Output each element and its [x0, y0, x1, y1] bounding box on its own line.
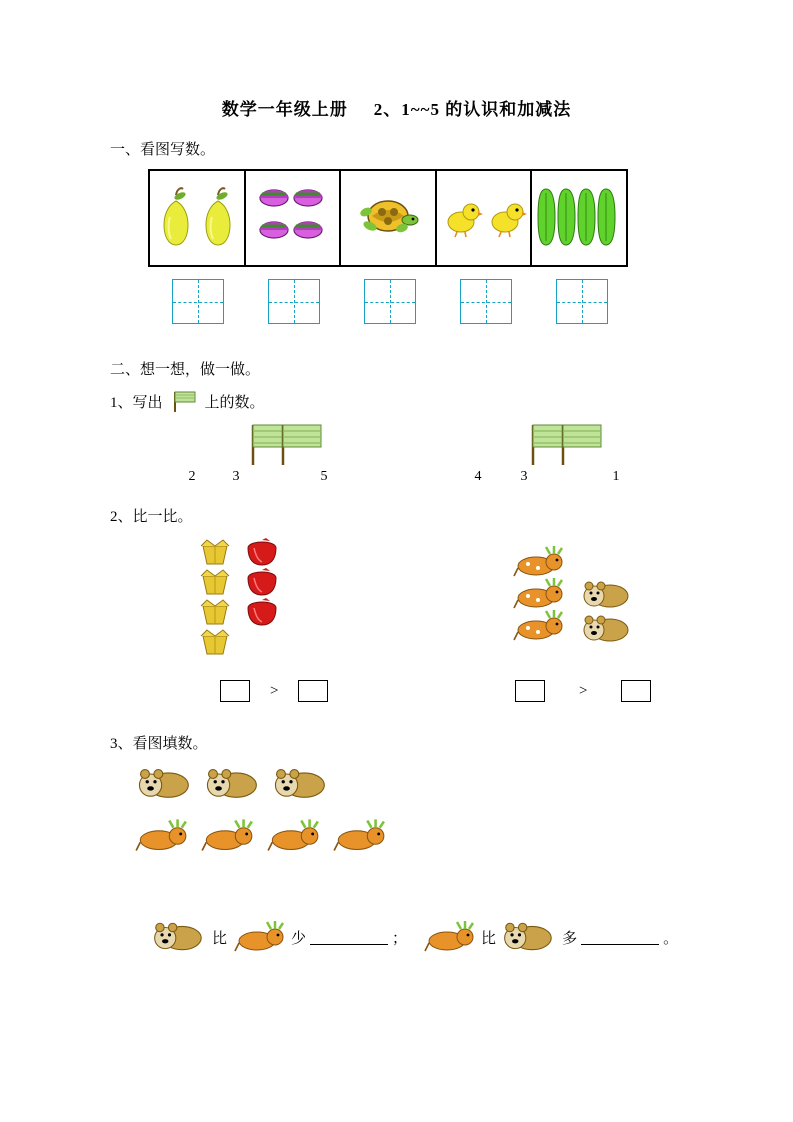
- picture-cell-chicks: [437, 171, 533, 265]
- bear-column: [580, 578, 634, 646]
- answer-box[interactable]: [220, 680, 250, 702]
- bear-icon: [203, 765, 263, 803]
- number-line-left: [170, 469, 346, 485]
- question-1-label: 1、写出: [110, 394, 163, 411]
- deer-icon: [231, 920, 287, 954]
- compare-answer-left: [220, 680, 328, 702]
- pear-icon: [156, 187, 196, 249]
- greater-than-symbol: >: [579, 682, 588, 699]
- flag-icon: [275, 423, 327, 467]
- yellow-flower-icon: [195, 628, 235, 658]
- title-sub: 2、1~~5 的认识和加减法: [373, 100, 572, 119]
- period: 。: [663, 930, 679, 947]
- chick-icon: [485, 198, 527, 238]
- more-word: 多: [562, 930, 578, 947]
- question-3-label: 3、看图填数。: [110, 736, 208, 752]
- greater-than-symbol: >: [270, 682, 279, 699]
- picture-cell-pea-pods: [532, 171, 626, 265]
- compare-answer-right: [515, 680, 651, 702]
- number-line-right: [455, 469, 639, 485]
- red-flower-icon: [240, 598, 284, 628]
- flag-icon: [555, 423, 607, 467]
- answer-box[interactable]: [515, 680, 545, 702]
- turtle-icon: [352, 190, 424, 246]
- eggplant-group-icon: [252, 182, 332, 254]
- deer-icon: [132, 819, 190, 853]
- question-1-label-tail: 上的数。: [204, 394, 265, 411]
- bear-icon: [135, 765, 195, 803]
- chick-icon: [441, 198, 483, 238]
- pea-pod-group-icon: [536, 183, 622, 253]
- compare-word-1: 比: [212, 930, 228, 947]
- deer-icon: [510, 578, 566, 610]
- picture-row: [148, 169, 628, 267]
- answer-grid-row: [150, 279, 630, 324]
- number-option[interactable]: 1: [612, 469, 620, 484]
- less-word: 少: [291, 930, 307, 947]
- question-3-body: [110, 759, 683, 979]
- question-2-heading: [110, 505, 683, 526]
- answer-box[interactable]: [298, 680, 328, 702]
- picture-cell-eggplants: [246, 171, 342, 265]
- answer-box[interactable]: [621, 680, 651, 702]
- answer-grid-cell[interactable]: [172, 279, 224, 324]
- separator: ；: [392, 930, 408, 947]
- flag-group-right: [525, 423, 607, 467]
- section-1-heading: 一、看图写数。: [110, 142, 216, 158]
- deer-icon: [510, 546, 566, 578]
- bear-icon: [580, 612, 634, 646]
- deer-icon: [198, 819, 256, 853]
- fill-in-sentence: [150, 919, 678, 955]
- answer-grid-cell[interactable]: [460, 279, 512, 324]
- answer-grid-cell[interactable]: [268, 279, 320, 324]
- bear-icon: [271, 765, 331, 803]
- yellow-flower-icon: [195, 568, 235, 598]
- compare-word-2: 比: [481, 930, 497, 947]
- number-option[interactable]: 2: [188, 469, 196, 484]
- deer-icon: [421, 920, 477, 954]
- deer-column: [510, 546, 566, 642]
- question-3-heading: [110, 732, 683, 753]
- question-1-body: [110, 419, 683, 505]
- deer-icon: [510, 610, 566, 642]
- deer-row: [132, 819, 388, 853]
- title-main: 数学一年级上册: [221, 100, 348, 119]
- picture-cell-turtle: [341, 171, 437, 265]
- deer-icon: [330, 819, 388, 853]
- red-flower-icon: [240, 568, 284, 598]
- number-option[interactable]: 4: [474, 469, 482, 484]
- yellow-flower-column: [195, 538, 235, 658]
- pear-icon: [198, 187, 238, 249]
- question-1-heading: [110, 389, 683, 413]
- answer-grid-cell[interactable]: [364, 279, 416, 324]
- answer-grid-cell[interactable]: [556, 279, 608, 324]
- red-flower-column: [240, 538, 284, 628]
- bear-icon: [580, 578, 634, 612]
- question-2-label: 2、比一比。: [110, 509, 193, 525]
- deer-icon: [264, 819, 322, 853]
- answer-blank[interactable]: [581, 930, 659, 945]
- picture-cell-pears: [150, 171, 246, 265]
- number-option[interactable]: 3: [232, 469, 240, 484]
- flag-icon: [169, 389, 199, 413]
- section-2-heading: 二、想一想，做一做。: [110, 362, 261, 378]
- flag-group-left: [245, 423, 327, 467]
- yellow-flower-icon: [195, 598, 235, 628]
- number-option[interactable]: 3: [520, 469, 528, 484]
- bear-icon: [150, 919, 208, 955]
- answer-blank[interactable]: [310, 930, 388, 945]
- number-option[interactable]: 5: [320, 469, 328, 484]
- bear-icon: [500, 919, 558, 955]
- question-2-body: [110, 532, 683, 732]
- page-title: [110, 95, 683, 120]
- bear-row: [135, 765, 331, 803]
- red-flower-icon: [240, 538, 284, 568]
- yellow-flower-icon: [195, 538, 235, 568]
